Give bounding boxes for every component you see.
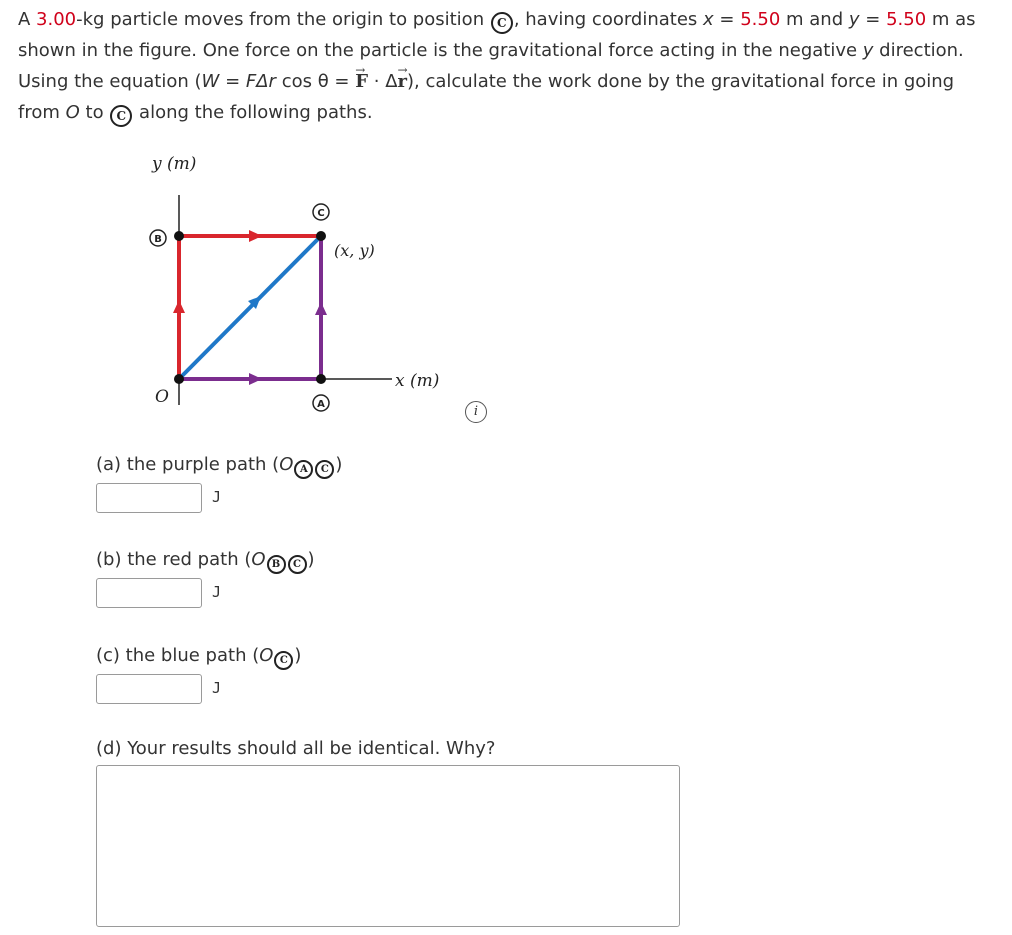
y-axis-label: y (m) bbox=[152, 154, 197, 174]
blue-path bbox=[179, 236, 321, 379]
point-a-icon bbox=[313, 395, 329, 411]
y-value: 5.50 bbox=[886, 9, 927, 30]
answer-d-textarea[interactable] bbox=[96, 765, 680, 927]
point-c-icon bbox=[313, 204, 329, 220]
point-xy-label: (x, y) bbox=[334, 241, 375, 260]
origin-label: O bbox=[155, 387, 169, 407]
purple-arrow-up bbox=[315, 302, 327, 315]
answer-c-unit: J bbox=[212, 679, 222, 697]
mass-value: 3.00 bbox=[36, 9, 77, 30]
point-a-dot bbox=[316, 374, 326, 384]
point-b-icon bbox=[150, 230, 166, 246]
svg-text:C: C bbox=[317, 208, 325, 219]
red-arrow-up bbox=[173, 300, 185, 313]
path-figure bbox=[137, 140, 467, 420]
info-icon[interactable]: i bbox=[465, 401, 487, 423]
purple-arrow-right bbox=[249, 373, 262, 385]
point-c-icon: C bbox=[110, 105, 132, 127]
point-c-icon: C bbox=[274, 651, 293, 670]
red-arrow-right bbox=[249, 230, 262, 242]
point-o-dot bbox=[174, 374, 184, 384]
answer-a-unit: J bbox=[212, 488, 222, 506]
svg-text:B: B bbox=[154, 234, 162, 245]
point-a-icon: A bbox=[294, 460, 313, 479]
point-c-dot bbox=[316, 231, 326, 241]
point-c-icon: C bbox=[288, 555, 307, 574]
svg-text:A: A bbox=[317, 399, 325, 410]
x-axis-label: x (m) bbox=[395, 371, 440, 391]
question-b-label: (b) the red path (O B C ) bbox=[96, 549, 315, 574]
question-d-label: (d) Your results should all be identical. Why? bbox=[96, 738, 496, 759]
point-c-icon: C bbox=[315, 460, 334, 479]
answer-c-input[interactable] bbox=[96, 674, 202, 704]
answer-a-input[interactable] bbox=[96, 483, 202, 513]
answer-b-unit: J bbox=[212, 583, 222, 601]
answer-b-input[interactable] bbox=[96, 578, 202, 608]
problem-statement: A 3.00-kg particle moves from the origin to position C , having coordinates x = 5.50 m and y = 5.50 m as shown in the figure. One force on the particle is the gravitational force acting in the negative y direction. Using the equation (W = FΔr cos θ = → F · Δ→ r), calculate the work done by the gravitational force in going from O to C along the following paths. bbox=[18, 4, 998, 128]
question-c-label: (c) the blue path (O C ) bbox=[96, 645, 301, 670]
question-a-label: (a) the purple path (O A C ) bbox=[96, 454, 342, 479]
point-b-icon: B bbox=[267, 555, 286, 574]
point-c-icon: C bbox=[491, 12, 513, 34]
point-b-dot bbox=[174, 231, 184, 241]
x-value: 5.50 bbox=[740, 9, 781, 30]
